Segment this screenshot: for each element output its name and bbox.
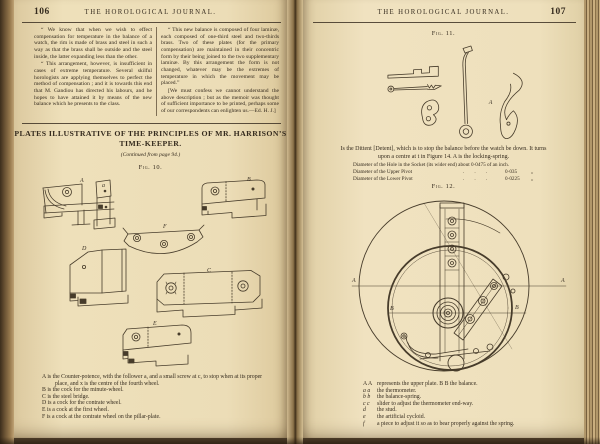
measurement-label: Diameter of the Upper Pivot — [353, 168, 413, 175]
ditto-mark: „ — [531, 168, 534, 175]
column-2 — [156, 27, 279, 116]
caption-line: C is the steel bridge. — [42, 393, 90, 400]
fig10-label-D: D — [82, 246, 87, 252]
caption-key: f — [363, 420, 365, 427]
caption-line — [363, 381, 578, 388]
section-title-line2: TIME-KEEPER. — [119, 139, 182, 149]
fig10-part-D-drawing — [70, 249, 128, 306]
section-rule — [22, 123, 281, 124]
fig12-balance-drawing — [388, 246, 526, 370]
fig10-part-E-drawing — [123, 325, 191, 366]
measurement-text: Diameter of the Hole in the Socket (its wider end) about 0·0475 of an inch. — [353, 162, 510, 168]
detent-paragraph — [311, 146, 576, 161]
figure-12 — [350, 191, 580, 381]
dot-leaders: . . . — [462, 168, 488, 175]
caption-text: the balance-spring. — [377, 394, 422, 401]
fig10-part-B-drawing — [202, 180, 266, 218]
fig10-caption — [42, 374, 277, 420]
dot-leaders: . . . — [462, 175, 488, 182]
fig12-caption — [363, 381, 578, 427]
caption-line: F is a cock at the contrate wheel on the pillar-plate. — [42, 413, 161, 420]
bottom-shadow — [0, 437, 600, 444]
caption-line: B is the cock for the minute-wheel. — [42, 387, 124, 394]
page-left — [14, 0, 287, 438]
fig11-socket-drawing — [422, 100, 439, 125]
detent-line1: Is the Dittent [Detent], which is to stop the balance before the watch be down. It turns — [340, 146, 547, 152]
page-number-right: 107 — [550, 7, 566, 17]
caption-key: e — [363, 413, 366, 420]
continued-note: (Continued from page 94.) — [120, 152, 181, 158]
measurement-row — [353, 169, 533, 176]
caption-line — [363, 388, 578, 395]
section-title-line1: PLATES ILLUSTRATIVE OF THE PRINCIPLES OF MR. HARRISON’S — [14, 129, 287, 138]
measurement-row — [353, 162, 533, 169]
fig12-slider-drawing — [454, 274, 515, 340]
caption-line — [363, 394, 578, 401]
paragraph: [We must confess we cannot understand the above description ; but as the memoir was thought of sufficient importance to be printed, perhaps some of our correspondents can enlighten us.—Ed. H. J.] — [161, 87, 279, 114]
caption-text: represents the upper plate. B B the balance. — [377, 381, 478, 387]
fig12-guide-lines-drawing — [424, 203, 512, 349]
column-1 — [34, 27, 156, 116]
caption-line: E is a cock at the first wheel. — [42, 406, 109, 413]
section-title — [14, 129, 287, 149]
fig11-lever-drawing — [388, 66, 438, 78]
paragraph: “ This new balance is composed of four laminæ, each composed of one-third steel and two-thirds brass. Two of these plates (for the primary compensation) are maintained in their concentric form by their being joined to the two supplementary laminæ. By this arrangement the form is not changed, whatever may be the extremes of temperature in which the movement may be placed.” — [161, 27, 279, 87]
caption-line — [363, 401, 578, 408]
caption-line — [363, 407, 578, 414]
fig12-label-A-left: A — [352, 278, 356, 284]
measurement-label: Diameter of the Lower Pivot — [353, 175, 413, 182]
journal-title-left: THE HOROLOGICAL JOURNAL. — [84, 9, 217, 16]
two-column-text — [34, 27, 279, 116]
fig12-cycloid-drawing — [401, 333, 493, 371]
caption-text: the artificial cycloid. — [377, 413, 426, 420]
fig12-label-A-right: A — [561, 278, 565, 284]
ditto-mark: „ — [531, 175, 534, 182]
caption-line — [363, 421, 578, 428]
fig10-label-F: F — [163, 224, 167, 230]
header-rule-left — [22, 22, 281, 23]
fig10-label-A: A — [80, 178, 84, 184]
fig10-label-B: B — [247, 177, 251, 183]
figure-10 — [36, 175, 292, 373]
caption-text: the thermometer. — [377, 387, 417, 394]
detent-line2: upon a centre at t in Figure 14. A is the locking-spring. — [377, 153, 510, 160]
caption-line: A is the Counter-potence, with the follower a, and a small screw at c, to stop when at its proper place, and x is the centre of the fourth wheel. — [42, 374, 263, 387]
measurement-table — [353, 162, 533, 183]
caption-line — [363, 414, 578, 421]
caption-key: A A — [363, 381, 373, 387]
fig11-label: Fig. 11. — [431, 30, 456, 37]
fig12-label: Fig. 12. — [431, 183, 456, 190]
caption-text: the stud. — [377, 407, 397, 414]
fig10-part-C-drawing — [157, 271, 262, 318]
fig10-label-a: a — [102, 183, 105, 189]
fig11-pin-drawing — [388, 85, 441, 92]
fig10-label-C: C — [207, 268, 212, 274]
fig10-label: Fig. 10. — [138, 164, 163, 171]
caption-text: slider to adjust the thermometer end-way. — [377, 400, 474, 407]
caption-line: D is a cock for the contrate wheel. — [42, 400, 122, 407]
caption-key: b b — [363, 394, 371, 401]
page-right — [303, 0, 584, 438]
measurement-value: 0·0225 — [505, 175, 520, 182]
book-right-edge — [584, 0, 600, 444]
page-number-left: 106 — [34, 7, 50, 17]
measurement-row — [353, 176, 533, 183]
caption-key: d — [363, 407, 366, 414]
book-left-edge — [0, 0, 14, 444]
paragraph: “ This arrangement, however, is insufficient in cases of extreme temperature. Several skilful horologists are applying themselves to perfect the method of compensation ; and it is towards this end that M. Gandiou has directed his labours, and he hopes to have attained it by means of the new balance which he presents to the class. — [34, 61, 152, 108]
figure-11 — [380, 40, 548, 144]
paragraph: “ We know that when we wish to effect compensation for temperature in the balance of a watch, the rim is made of brass and steel in such a way as that the brass shall be outside and the steel inside, the latter expanding less than the other. — [34, 27, 152, 60]
fig12-column-drawing — [440, 203, 464, 361]
book-gutter — [287, 0, 303, 444]
journal-title-right: THE HOROLOGICAL JOURNAL. — [377, 9, 510, 16]
header-rule-right — [313, 22, 576, 23]
fig11-detent-spring-drawing — [500, 73, 522, 138]
caption-key: a a — [363, 387, 371, 394]
fig12-label-B-right: B — [515, 305, 519, 311]
fig11-label-A: A — [488, 99, 493, 106]
caption-text: a piece to adjust it so as to bear properly against the spring. — [377, 420, 515, 427]
fig10-label-E: E — [153, 321, 157, 327]
fig12-label-B-left: B — [390, 306, 394, 312]
fig11-rod-drawing — [460, 46, 473, 138]
caption-key: c c — [363, 400, 370, 407]
measurement-value: 0·035 — [505, 168, 518, 175]
